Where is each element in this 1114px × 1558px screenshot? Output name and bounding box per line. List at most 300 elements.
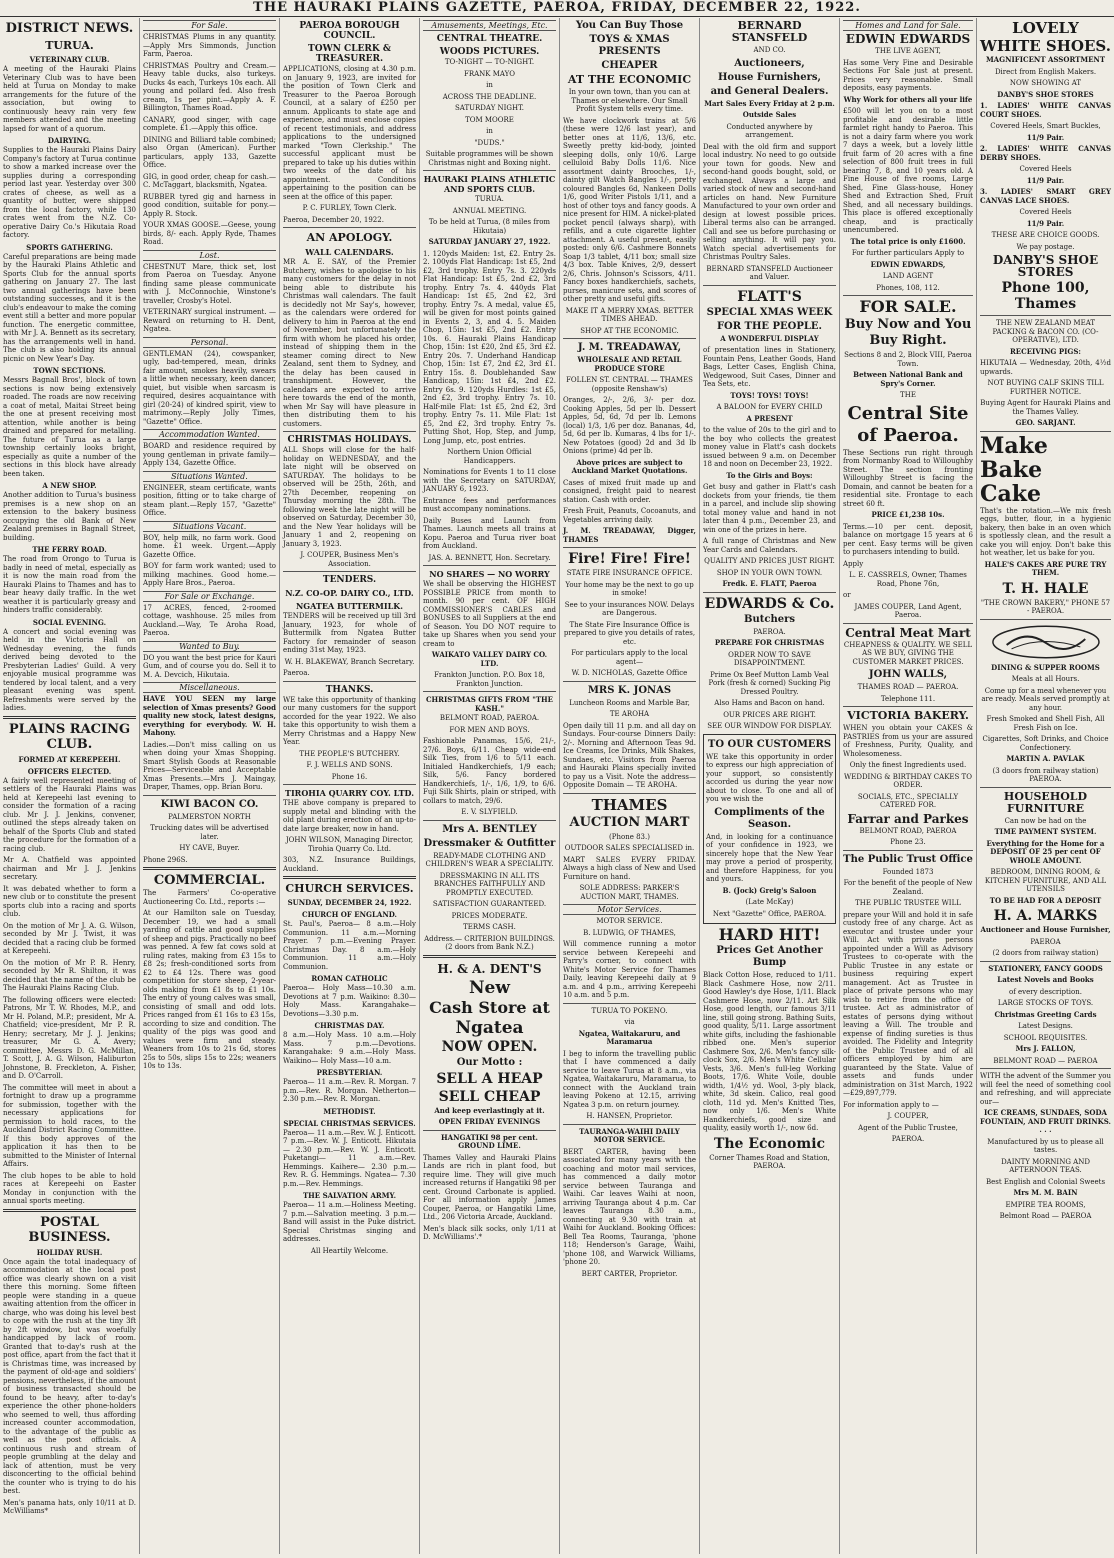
lime-heading: HANGATIKI 98 per cent. GROUND LIME. [441,1132,538,1150]
tauranga-paragraph: BERT CARTER, having been associated for many years with the coaching and motor mail services, has commenced a daily motor service between Tauranga and Waihi. Car leaves Waihi at noon, arriving Tauranga about 4 p.m. Car leaves Tauranga 8.30 a.m., connecting at 9.30 with train at Waihi for Auckland. Booking Offices: Bell Tea Rooms, Tauranga, 'phone 118; Henderson's Garage, Waihi, 'phone 108, and Warwick Williams, 'phone 20. [563,1147,696,1266]
shoe-price: 11/9 Pair. [1026,175,1065,185]
greig-late: (Late McKay) [745,898,794,906]
motto-line: SELL CHEAP [438,1088,541,1105]
officers-heading: OFFICERS ELECTED. [27,766,112,776]
commercial-heading: COMMERCIAL. [153,873,266,888]
central-site-heading: Central Site of Paeroa. [847,402,969,446]
trust-town: PAEROA. [891,1135,925,1143]
greig-address: Next "Gazette" Office, PAEROA. [712,909,827,918]
shoe-item: 2. LADIES' WHITE CANVAS DERBY SHOES. [980,144,1111,162]
stansfeld-name: BERNARD STANSFELD [731,19,808,44]
saturday-line: SATURDAY NIGHT. [455,104,524,112]
council-date: Paeroa, December 20, 1922. [283,215,384,224]
salvation-heading: THE SALVATION ARMY. [302,1191,397,1200]
economic-name: The Economic [713,1135,826,1152]
thanks-heading: THANKS. [325,684,374,695]
flatt-present: A PRESENT [746,413,793,423]
postal-paragraph: Once again the total inadequacy of accommodation at the local post office was clearly shown on a visit there this morning. Some fifteen people were standing in a queue awaiting attention from the officer in charge, who was doing his level best to cope with the rush at the tiny 3ft by 2ft window, but was woefully handicapped by lack of room. Granted that to-day's rush at the post office, apart from the fact that it is Christmas time, was increased by the payment of old-age and soldiers' pensions, nevertheless, if the amount of business transacted should be found to be heavy, after to-day's experience the other phone-holders who seemed to well, thus affording increased counter accommodation, to the advantage of the public as well as the post officials. A continuous rush and stream of people grumbling at the delay and lack of attention, must be very disconcerting to the official behind the counter who is trying to do his best. [3,1257,136,1495]
district-news-heading: DISTRICT NEWS. [5,21,134,36]
stansfeld-signature: BERNARD STANSFELD Auctioneer and Valuer. [706,264,833,281]
shoe-price: 11/9 Pair. [1026,132,1065,142]
social-paragraph: A concert and social evening was held in the Victoria Hall on Wednesday evening, the funds derived being devoted to the Presbyterian Ladies' Guild. A very enjoyable musical programme was tendered by local talent, and a very pleasant evening was spent. Refreshments were served by the ladies. [3,627,136,712]
sweets-line: Best English and Colonial Sweets [985,1177,1106,1186]
bentley-address: Address.— CRITERION BUILDINGS. (2 doors from Bank N.Z.) [424,934,555,951]
nominations-line: Nominations for Events 1 to 11 close with the Secretary on SATURDAY, JANUARY 6, 1923. [423,468,556,493]
postage-line: We pay postage. [1016,242,1075,251]
dent-open: NOW OPEN. [441,1038,538,1055]
fire-line: The State Fire Insurance Office is prepared to give you details of rates, etc. [563,620,696,646]
in-line: in [486,127,493,135]
stansfeld-trade: and General Dealers. [710,85,829,97]
shoe-price: 11/9 Pair. [1026,218,1065,228]
fire-agent: W. D. NICHOLAS, Gazette Office [571,669,688,677]
butchery-owner: F. J. WELLS AND SONS. [306,761,393,769]
dining-line: Cigarettes, Soft Drinks, and Choice Confectionery. [982,735,1109,752]
council-heading: PAEROA BOROUGH COUNCIL. [299,21,400,41]
designs-line: Latest Designs. [1018,1022,1073,1030]
danby-line: DANBY'S SHOE STORES [997,89,1094,99]
shoe-detail: Covered Heels, Smart Buckles, [990,122,1101,130]
flatt-name: FLATT'S [737,288,802,305]
gifts-audience: FOR MEN AND BOYS. [449,725,530,734]
bentley-name: Mrs A. BENTLEY [442,823,537,835]
ee-name: EDWIN EDWARDS [845,32,971,46]
flatt-toys: TOYS! TOYS! TOYS! [730,390,809,400]
dining-line: Fresh Smoked and Shell Fish, All Fresh Fish on Ice. [986,715,1105,732]
holidays-signature: J. COUPER, Business Men's Association. [300,551,399,568]
tonight-line: TO-NIGHT — TO-NIGHT. [444,58,535,66]
fire-heading: Fire! Fire! Fire! [568,551,691,567]
marks-address: (2 doors from railway station) [992,949,1099,957]
keep-line: And keep everlastingly at it. [434,1105,545,1115]
classified-ad: CANARY, good singer, with cage complete. £1.—Apply this office. [143,115,276,132]
dairying-paragraph: Supplies to the Hauraki Plains Dairy Company's factory at Turua continue to show a marked increase over the supplies during a corresponding period last year. Yesterday over 300 crates of cheese, as well as a quantity of butter, were shipped from the local factory, while 130 crates went from the N.Z. Co-operative Dairy Co.'s Hikutaia Road factory. [3,146,136,239]
fire-office: STATE FIRE INSURANCE OFFICE. [566,569,693,577]
site-agent: JAMES COUPER, Land Agent, Paeroa. [854,602,962,619]
kiwi-bacon-heading: KIWI BACON CO. [160,798,259,810]
star-name: TOM MOORE [465,115,514,124]
manu-line: Manufactured by us to please all tastes. [987,1137,1104,1154]
theatre-heading: CENTRAL THEATRE. [436,34,543,44]
quarry-paragraph: THE above company is prepared to supply metal and blinding with the old plant during erection of an up-to-date large breaker, now in hand. [283,799,416,833]
lost-header: Lost. [143,250,276,261]
cake-paragraph: That's the rotation.—We mix fresh eggs, butter, flour, in a hygienic bakery, then bake in an oven which is spotlessly clean, and the result a cake you will enjoy. Don't bake this hot weather, let us bake for you. [980,506,1111,557]
quarry-heading: TIROHIA QUARRY COY. LTD. [284,788,414,798]
jonas-name: MRS K. JONAS [587,684,672,696]
walls-phone: Telephone 111. [880,694,936,703]
farrar-address: BELMONT ROAD, PAEROA [859,826,957,835]
lost-ad: VETERINARY surgical instrument. — Reward on returning to H. Dent, Ngatea. [143,308,276,333]
entrance-line: Entrance fees and performances must accompany nominations. [423,496,556,513]
danby-phone: Phone 100, Thames [1001,280,1090,312]
kiwi-location: PALMERSTON NORTH [168,812,251,821]
buttermilk-heading: NGATEA BUTTERMILK. [295,601,404,611]
stansfeld-paragraph: Deal with the old firm and support local industry. No need to go outside your town for goods. New and second-hand goods bought, sold, or exchanged. Always a large and varied stock of new and second-hand articles on hand. New Furniture Manufactured to your own order and design at lowest possible prices. Liberal terms also can be arranged. Call and see us before purchasing or selling anything. It will pay you. Watch special advertisements for Christmas Poultry Sales. [703,142,836,261]
formed-heading: FORMED AT KEREPEEHI. [18,754,121,764]
shop-heading: A NEW SHOP. [42,481,97,490]
edwards-trade: Butchers [744,613,795,625]
site-owner: L. E. CASSRELS, Owner, Thames Road, Phone 76n, [849,571,967,588]
summer-paragraph: WITH the advent of the Summer you will feel the need of something cool and refreshing, and will appreciate our— [980,1072,1111,1106]
quarry-signature: JOHN WILSON, Managing Director, Tirohia Quarry Co. Ltd. [285,836,414,853]
presbyterian-heading: PRESBYTERIAN. [316,1068,383,1077]
site-price: PRICE £1,238 10s. [871,510,945,519]
shoe-item: 1. LADIES' WHITE CANVAS COURT SHOES. [980,101,1111,119]
flatt-paragraph: of presentation lines in Stationery, Fountain Pens, Leather Goods, Hand Bags, Letter Cases, English China, Wedgewood, Suit Cases, Dinner and Tea Sets, etc. [703,346,836,388]
economic-tagline: CHEAPER [601,60,658,71]
racing-paragraph: A fairly well represented meeting of settlers of the Hauraki Plains was held at Kerepeehi last evening to consider the formation of a racing club. Mr J. J. Jenkins, convener, outlined the steps already taken on behalf of the Sports Club and stated the procedure for the formation of a racing club. [3,776,136,853]
trust-benefit: For the benefit of the people of New Zealand. [843,879,973,896]
fallon-address: BELMONT ROAD — PAEROA [993,1056,1098,1065]
pavlak-address: (3 doors from railway station) PAEROA. [992,766,1099,783]
trust-agent: Agent of the Public Trustee, [858,1123,958,1132]
bentley-line: READY-MADE CLOTHING AND CHILDREN'S WEAR A SPECIALITY. [425,851,554,868]
transport-line: Daily Buses and Launch from Thames. Launch meets all trains at Kopu. Paeroa and Turua river boat from Auckland. [423,516,556,550]
for-sale-header: For Sale. [143,20,276,31]
methodist-services: Paeroa— 11 a.m.—Rev. W. J. Enticott. 7 p.m.—Rev. W. J. Enticott. Hikutaia— 2.30 p.m.—Rev. W. J. Enticott. Puketangi— 11 a.m.—Rev. Hemmings. Kaihere— 2.30 p.m.—Rev. R. G. Hemmings. Ngatea— 7.30 p.m.—Rev. Hemmings. [283,1128,416,1188]
stansfeld-outside: Outside Sales [742,110,797,119]
situations-wanted-header: Situations Wanted. [143,471,276,482]
commercial-paragraph: At our Hamilton sale on Tuesday, December 19, we had a small yarding of cattle and good supplies of sheep and pigs. Practically no beef was penned. A few fat cows sold at ruling rates, making from £3 15s to £8 2s; fresh-conditioned sorts from £2 to £4 12s. There was good competition for store sheep, 2-year-olds making from £1 8s to £1 10s. The entry of young calves was small, consisting of small and odd lots. Prices ranged from £1 16s to £3 15s, according to size and condition. The quality of the pigs was good and values were firm and steady. Weaners from 10s to 21s 6d, stores 25s to 50s, slips 15s to 22s; weaners 10s to 13s. [143,909,277,1070]
bentley-line: SATISFACTION GUARANTEED. [432,900,547,908]
gifts-address: BELMONT ROAD, PAEROA. [439,714,540,722]
calf-line: NOT BUYING CALF SKINS TILL FURTHER NOTICE. [987,379,1104,396]
tenders-place: Paeroa. [283,669,310,677]
fire-line: For particulars apply to the local agent— [571,649,688,666]
kiwi-buyer: HY CAVE, Buyer. [179,844,240,852]
racing-paragraph: On the motion of Mr P. R. Henry, seconded by Mr R. Shilton, it was decided that the name of the club be The Hauraki Plains Racing Club. [3,958,136,992]
furniture-line: BEDROOM, DINING ROOM, & KITCHEN FURNITURE, AND ALL UTENSILS [984,868,1107,893]
auction-mart-line: MART SALES EVERY FRIDAY. Always a high class of New and Used Furniture on hand. [563,855,696,881]
trust-heading: The Public Trust Office [843,853,973,865]
buy-heading: Buy Now and You Buy Right. [844,317,972,348]
marks-trade: Auctioneer and House Furnisher, [980,925,1111,934]
racing-paragraph: On the motion of Mr J. A. G. Wilson, seconded by Mr J. Twist, it was decided that a racing club be formed at Kerepeehi. [3,921,136,955]
athletic-signature: JAS. A. BENNETT, Hon. Secretary. [428,553,551,562]
athletic-events: 1. 120yds Maiden: 1st, £2. Entry 2s. 2. 100yds Flat Handicap: 1st £5, 2nd £2, 3rd trophy. Entry 7s. 3. 220yds Flat Handicap: 1st £5, 2nd £2, 3rd trophy. Entry 7s. 4. 440yds Flat Handicap: 1st £5, 2nd £2, 3rd trophy. Entry 7s. A medal, value £5, will be given for most points gained in Events 2, 3, and 4. 5. Maiden Chop, 15in: 1st £5, 2nd £2. Entry 10s. 6. Hauraki Plains Handicap Chop, 15in: 1st £20, 2nd £5, 3rd £2. Entry 20s. 7. Underhand Handicap Chop, 15in: 1st £7, 2nd £2, 3rd £1. Entry 15s. 8. Doublehanded Saw Handicap, 15in: 1st £4, 2nd £2. Entry 6s. 9. 120yds Hurdles: 1st £5, 2nd £2, 3rd trophy. Entry 7s. 10. Half-mile Flat: 1st £5, 2nd £2, 3rd trophy. Entry 7s. 11. Mile Flat: 1st £5, 2nd £2, 3rd trophy. Entry 7s. Putting Shot, Hop, Step, and Jump, Long Jump, etc, post entries. [423,249,556,445]
pavlak-name: MARTIN A. PAVLAK [1006,754,1085,763]
thanks-paragraph: WE take this opportunity of thanking our many customers for the support accorded for the year 1922. We also take this opportunity to wish them a Merry Christmas and a Happy New Year. [283,695,416,746]
meat-mart-heading: Central Meat Mart [845,625,971,640]
lost-ad: CHESTNUT Mare, thick set, lost from Paeroa on Tuesday. Anyone finding same please communicate with J. McConnochie, Winstone's traveller, Crosby's Hotel. [143,262,276,305]
flatt-balloon: A BALOON for EVERY CHILD [716,403,823,411]
farm-paragraph: £500 will let you on to a most profitable and desirable little farmlet right handy to Paeroa. This is not a dairy farm where you work 7 days a week, but a lovely little fruit farm of 20 acres with a fine selection of 800 fruit trees in full bearing 7, 8, and 10 years old. A Fine House of five rooms, Large Shed, Fine Glass-house, Honey Shed and Extraction Shed, Fruit Shed, and all necessary buildings. This place is offered exceptionally cheap, and is practically unencumbered. [843,107,973,234]
commercial-intro: The Farmers' Co-operative Auctioneering Co. Ltd., reports :— [143,889,276,906]
athletic-heading: HAURAKI PLAINS ATHLETIC AND SPORTS CLUB. [423,174,556,194]
shoe-detail: Covered Heels [1019,208,1072,216]
customers-box [703,734,836,925]
salvation-services: Paeroa— 11 a.m.—Holiness Meeting. 7 p.m.—Salvation meeting. 3 p.m.—Band will assist in the Puke district. Special Christmas singing and addresses. [283,1201,416,1243]
personal-ad: GENTLEMAN (24), cowspanker, ugly, bad-tempered, mean, drinks fair amount, smokes heavily, swears a little when necessary, keen dancer, quiet, but visible when sarcasm is required, desires acquaintance with girl (20-24) of kindred spirit, view to matrimony.—Reply Jolly Times, "Gazette" Office. [143,349,276,426]
accommodation-ad: BOARD and residence required by young gentleman in private family—Apply 134, Gazette Office. [143,442,276,467]
teas-line: DAINTY MORNING AND AFTERNOON TEAS. [1001,1157,1090,1174]
stationery-heading: STATIONERY, FANCY GOODS [988,963,1103,973]
racing-heading: PLAINS RACING CLUB. [8,721,131,752]
column-2 [140,18,280,1554]
pokeno-via: via [624,1018,635,1026]
toys-line: LARGE STOCKS OF TOYS. [997,999,1094,1007]
marks-name: H. A. MARKS [993,908,1098,924]
auction-address: SOLE ADDRESS: PARKER'S AUCTION MART, THAMES. [579,884,680,901]
no-shares-heading: NO SHARES — NO WORRY [429,569,550,579]
trust-will: THE PUBLIC TRUSTEE WILL [855,899,961,907]
danby-heading: DANBY'S SHOE STORES [992,253,1099,279]
classified-ad: YOUR XMAS GOOSE.—Geese, young birds, 8/- each. Apply Ryde, Thames Road. [143,221,276,246]
church-date: SUNDAY, DECEMBER 24, 1922. [287,898,412,907]
jonas-rooms: Luncheon Rooms and Marble Bar, [569,698,690,707]
apology-paragraph: MR A. E. SAY, of the Premier Butchery, wishes to apologise to his many customers for the delay in not being able to distribute his Christmas wall calendars. The fault is decidedly not Mr Say's, however, as the calendars were ordered for delivery to him in Paeroa at the end of November, but unfortunately the firm with whom he placed his order, instead of shipping them in the steamer coming direct to New Zealand, sent them to Sydney, and the delay has been caused in transhipment. However, the calendars are expected to arrive here towards the end of the month, when Mr Say will have pleasure in then distributing them to his customers. [283,258,416,428]
athletic-meeting: ANNUAL MEETING. [452,206,527,215]
flatt-signature: Fredk. E. FLATT, Paeroa [722,579,817,588]
thames-heading: THAMES [591,795,668,814]
column-6 [700,18,840,1554]
ee-agent: THE LIVE AGENT, [875,47,941,55]
fallon-name: Mrs J. FALLON, [1015,1044,1076,1053]
apology-heading: AN APOLOGY. [306,231,393,244]
dent-location: Ngatea [455,1017,524,1038]
the-line: THE [900,391,916,399]
situations-vacant-ad: BOY, help milk, no farm work. Good home. £1 week. Urgent.—Apply Gazette Office. [143,533,276,559]
handicappers-line: Northern Union Official Handicappers. [447,448,532,465]
misc-ad: HAVE YOU SEEN my large selection of Xmas presents? Good quality new stock, latest designs, everything for everybody. W. H. Mahony. [143,694,276,737]
greig-name: B. (Jock) Greig's Saloon [722,885,817,895]
racing-paragraph: The club hopes to be able to hold races at Kerepeehi on Easter Monday in conjunction with the annual sports meeting. [3,1171,136,1205]
stansfeld-co: AND CO. [753,46,786,54]
racing-paragraph: Mr A. Chatfield was appointed chairman and Mr J. J. Jenkins secretary. [3,856,136,881]
film-title: ACROSS THE DEADLINE. [442,92,537,101]
socks-note: Men's black silk socks, only 1/11 at D. McWilliams'.* [423,1224,556,1241]
misc-ad: Ladies.—Don't miss calling on us when doing your Xmas Shopping. Smart Stylish Goods at Reasonable Prices—Serviceable and Acceptable Xmas Presents.—Mrs J. Maingay, Draper, Thames, opp. Brian Boru. [143,740,276,791]
stansfeld-mart: Mart Sales Every Friday at 2 p.m. [704,98,835,108]
holidays-heading: CHRISTMAS HOLIDAYS. [287,435,412,445]
council-paragraph: APPLICATIONS, closing at 4.30 p.m. on January 9, 1923, are invited for the position of Town Clerk and Treasurer to the Paeroa Borough Council, at a salary of £250 per annum. Applicants to state age and experience, and must enclose copies of recent testimonials, and address applications to the undersigned marked "Town Clerkship." The successful applicant must be prepared to take up his duties within two weeks of the date of his appointment. Conditions appertaining to the position can be seen at the office of this paper. [283,65,416,201]
dent-new: New [469,977,510,998]
treadaway-name: J. M. TREADAWAY, [577,342,682,353]
dining-sign-icon [987,623,1105,661]
tenders-paragraph: TENDERS will be received up till 3rd January, 1923, for whole of Buttermilk from Ngatea Butter Factory for remainder of season ending 31st May, 1923. [283,612,416,654]
motor-header: Motor Services. [563,904,696,915]
economic-tagline: You Can Buy Those [575,20,684,31]
stansfeld-conducted: Conducted anywhere by arrangement. [726,122,813,139]
social-heading: SOCIAL EVENING. [32,617,107,627]
nzco-heading: N.Z. CO-OP. DAIRY CO., LTD. [285,588,414,598]
furniture-line: Everything for the Home for a DEPOSIT OF 25 per cent OF WHOLE AMOUNT. [986,838,1105,865]
economic-tagline: AT THE ECONOMIC [567,73,692,86]
bake-heading: Bake [980,456,1043,483]
shoe-item: 3. LADIES' SMART GREY CANVAS LACE SHOES. [980,187,1111,205]
special-services-heading: SPECIAL CHRISTMAS SERVICES. [283,1118,416,1128]
make-heading: Make [980,432,1048,459]
treadaway-store: WHOLESALE AND RETAIL PRODUCE STORE [577,355,682,373]
racing-paragraph: It was debated whether to form a new club or to constitute the present sports club into a racing and sports club. [3,884,136,918]
exchange-ad: 17 ACRES, fenced, 2-roomed cottage, washhouse. 25 miles from Auckland.—Way, Te Aroha Road, Paeroa. [143,603,276,637]
no-shares-paragraph: We shall be observing the HIGHEST POSSIBLE PRICE from month to month. 90 per cent. OF HIGH COMMISSIONER'S CABLES and BONUSES to all Suppliers at the end of Season. You DO NOT require to take up Shares when you send your cream to [423,580,556,648]
bentley-line: TERMS CASH. [463,923,516,931]
kiwi-paragraph: Trucking dates will be advertised later. [150,824,269,841]
waikato-address: Frankton Junction. P.O. Box 18, Frankton Junction. [434,671,545,688]
flatt-girls-paragraph: Get busy and gather in Flatt's cash dockets from your friends, tie them in a parcel, and include slip showing total money value and hand in not later than 4 p.m., December 23, and win one of the prizes in here. [703,483,836,534]
ee-further: For further particulars Apply to [851,249,965,257]
ee-land: LAND AGENT [882,272,934,280]
sections-line: Sections 8 and 2, Block VIII, Paeroa Town. [844,351,972,368]
flatt-quality: QUALITY AND PRICES JUST RIGHT. [704,557,835,565]
in-line: in [486,81,493,89]
novels-line: of every description. [1009,987,1082,996]
economic-shop: SHOP AT THE ECONOMIC. [580,326,679,335]
hale-line: HALE'S CAKES ARE PURE TRY THEM. [984,559,1107,577]
programmes-note: Suitable programmes will be shown Christmas night and Boxing night. [425,150,554,167]
ferry-heading: THE FERRY ROAD. [32,545,107,554]
ee-paragraph: Has some Very Fine and Desirable Sections For Sale just at present. Prices very reasonable. Small deposits, easy payments. [843,58,973,92]
walls-address: THAMES ROAD — PAEROA. [857,683,959,691]
dining-meals: Meals at all Hours. [1011,675,1080,683]
shoe-detail: Covered Heels [1019,165,1072,173]
gifts-heading: CHRISTMAS GIFTS FROM "THE KASH." [425,695,553,713]
dairying-heading: DAIRYING. [47,136,92,145]
treadaway-address: FOLLEN ST. CENTRAL — THAMES (opposite Renshaw's) [566,376,693,393]
town-paragraph: Messrs Bagnall Bros', block of town sections is now being extensively roaded. The roads are now receiving a coat of metal, Maitai Street being the one at present receiving most attention, while another is being drained and prepared for metalling. The future of Turua as a large township certainly looks bright, especially as quite a number of the sections in this block have already been taken. [3,376,136,478]
situations-wanted-ad: ENGINEER, steam certificate, wants position, fitting or to take charge of steam plant.—Reply 157, "Gazette" Office. [143,483,276,517]
bump-heading: Prices Get Another Bump [716,945,823,968]
flatt-girls: To the Girls and Boys: [726,470,813,480]
ee-name-2: EDWIN EDWARDS, [870,259,946,269]
bain-rooms: EMPIRE TEA ROOMS, [1005,1200,1086,1209]
ee-phones: Phones, 108, 112. [876,283,940,292]
shop-paragraph: Another addition to Turua's business premises is a new shop on an extension to the bakery business occupying the old Bank of New Zealand premises in Bagnall Street, building. [3,491,136,542]
trust-founded: Founded 1873 [882,867,934,876]
farrar-name: Farrar and Parkes [847,811,969,826]
bakery-line: Only the finest Ingredients used. [849,761,967,769]
economic-tagline: TOYS & XMAS PRESENTS [589,34,670,57]
christmas-day-services: 8 a.m.—Holy Mass. 10 a.m.—Holy Mass. 7 p.m.—Devotions. Karangahake: 9 a.m.—Holy Mass. Waikino— Holy Mass—10 a.m. [283,1031,416,1065]
coe-heading: CHURCH OF ENGLAND. [302,910,397,919]
hard-hit-heading: HARD HIT! [718,925,821,944]
edwards-window: SEE OUR WINDOW FOR DISPLAY. [707,722,832,730]
council-signature: P. C. FURLEY, Town Clerk. [302,204,397,212]
turua-heading: TURUA. [45,39,94,52]
pokeno-signature: H. HANSEN, Proprietor. [586,1112,673,1120]
economic-intro: In your own town, than you can at Thames or elsewhere. Our Small Profit System tells every time. [568,88,691,113]
choice-line: THESE ARE CHOICE GOODS. [991,231,1100,239]
assortment-line: MAGNIFICENT ASSORTMENT [985,55,1106,64]
rc-services: Paeroa— Holy Mass—10.30 a.m. Devotions at 7 p.m. Waikino: 8.30—Holy Mass. Karangahake— Devotions—3.30 p.m. [283,984,416,1018]
exchange-header: For Sale or Exchange. [143,591,276,602]
dining-heading: DINING & SUPPER ROOMS [991,662,1100,672]
athletic-date: SATURDAY JANUARY 27, 1922. [428,237,551,246]
dent-store: Cash Store at [429,997,550,1017]
hale-bakery: "THE CROWN BAKERY," PHONE 57 - PAEROA. [980,598,1111,615]
flatt-shop: SHOP IN YOUR OWN TOWN. [716,568,823,577]
amusements-header: Amusements, Meetings, Etc. [423,20,556,31]
pictures-heading: WOODS PICTURES. [439,47,540,57]
bain-name: Mrs M. M. BAIN [1013,1188,1078,1197]
wanted-buy-header: Wanted to Buy. [143,641,276,652]
showing-line: NOW SHOWING AT [1009,79,1082,87]
customers-paragraph: WE take this opportunity in order to express our high appreciation of your support, so consistently accorded us during the year now about to close. To one and all of you we wish the [706,752,833,803]
marks-town: PAEROA [1030,937,1061,946]
site-or: or [843,591,851,599]
stansfeld-trade: House Furnishers, [717,71,822,83]
dent-name: H. & A. DENT'S [437,961,542,976]
ludwig-paragraph: Will commence running a motor service between Kerepeehi and Parry's corner, to connect with White's Motor Service for Thames Daily, leaving Kerepeehi daily at 9 a.m. and 4 p.m., arriving Kerepeehi 10 a.m. and 5 p.m. [563,940,696,999]
vet-paragraph: A meeting of the Hauraki Plains Veterinary Club was to have been held at Turua on Monday to make arrangements for the future of the association, but owing to continuously heavy rain very few members attended and the meeting lapsed for want of a quorum. [3,65,136,133]
bakery-line: SOCIALS, ETC., SPECIALLY CATERED FOR. [857,792,959,809]
site-apply: Apply [843,559,864,568]
furniture-line: TO BE HAD FOR A DEPOSIT [989,895,1102,905]
dining-line: Come up for a meal whenever you are ready. Meals served promptly at any hour. [981,686,1110,712]
footer-note: Men's panama hats, only 10/11 at D. McWilliams* [3,1498,136,1515]
holidays-paragraph: ALL Shops will close for the half-holiday on WEDNESDAY, and the late night will be observed on SATURDAY. The holidays to be observed will be 25th, 26th, and 27th December, reopening on Thursday morning the 28th. The following week the late night will be observed on Saturday, December 30, and the New Year holidays will be January 1 and 2, reopening on January 3, 1923. [283,446,416,548]
film-title: "DUDS." [474,138,505,147]
postal-heading: POSTAL BUSINESS. [28,1214,111,1245]
bakery-paragraph: WHEN you obtain your CAKES & PASTRIES from us your are assured of Freshness, Purity, Quality, and Wholesomeness. [843,724,973,758]
between-line: Between National Bank and Spry's Corner. [853,370,963,388]
jonas-town: TE AROHA [609,710,650,718]
ferry-paragraph: The road from Orongo to Turua is badly in need of metal, especially as it is now the main road from the Hauraki Plains to Thames and has to bear heavy daily traffic. In the wet weather it is particularly greasy and hinders traffic considerably. [3,555,136,614]
flatt-range: A full range of Christmas and New Year Cards and Calendars. [703,537,836,554]
edwards-ham: Also Hams and Bacon on hand. [714,699,825,707]
open-line: OPEN FRIDAY EVENINGS [438,1117,541,1126]
classified-ad: DINING and Billiard table combined; also Organ (American). Further particulars, apply 133, Gazette Office. [143,135,276,169]
wanted-buy-ad: DO you want the best price for Kauri Gum, and of course you do. Sell it to M. A. Devcich, Hikutaia. [143,653,276,679]
site-paragraph: These Sections run right through from Normanby Road to Willoughby Street. The section fronting Willoughby Street is facing the Domain, and cannot be beaten for a residential site. Frontage to each street 60 ft. [843,448,973,508]
total-price: The total price is only £1600. [850,236,966,246]
fire-line: Your home may be the next to go up in smoke! [565,580,694,597]
treadaway-prices: Oranges, 2/-, 2/6, 3/- per doz. Cooking Apples, 5d per lb. Dessert Apples, 5d, 6d, 7d per lb. Lemons (local) 1/3, 1/6 per doz. Bananas, 4d, 5d, 6d per lb. Kumaras, 4 lbs for 1/-. New Potatoes (good) 2d and 3d lb Onions (prime) 4d per lb. [563,396,696,455]
economic-paragraph: We have clockwork trains at 5/6 (these were 12/6 last year), and better ones at 11/6, 13/6, etc. Sweetly pretty kid-body, jointed sleeping dolls, only 10/6. Large celluloid Baby Dolls 11/6. Nice assortment dainty Brooches, 1/-, dainty gilt Watch Bangles 1/-, pretty coloured Bangles 6d, Nankeen Dolls 1/6, good Writer Pistols 1/11, and a host of other toys and fancy goods. A nice present for HIM. A nickel-plated pocket pencil (always sharp), with refills, and a cute cigarette lighter attachment. A useful present, easily posted: only 6/6. Cashmere Bonnets Soap 1/3 tablet, 4/11 box; small size 4/3 box. Table Knives, 2/9, dessert 2/6, Chris. Johnson's Scissors, 4/11. Fancy boxes handkerchiefs, sachets, purses, manicure sets, and scores of other pretty and useful gifts. [563,116,696,303]
rc-heading: ROMAN CATHOLIC [311,974,388,983]
economic-address: Corner Thames Road and Station, PAEROA. [709,1153,830,1170]
flatt-present-paragraph: to the value of 20s to the girl and to the boy who collects the greatest money value in Flatt's cash dockets issued between 9 a.m. on December 18 and noon on December 23, 1922. [703,426,836,468]
flatt-display: A WONDERFUL DISPLAY [720,333,819,343]
pokeno-paragraph: I beg to inform the travelling public that I have commenced a daily service to leave Turua at 8 a.m., via Ngatea, Waitakaruru, Maramarua, to connect with the Auckland train leaving Pokeno at 12.15, arriving Ngatea 3 p.m. on return journey. [563,1049,696,1109]
trust-paragraph: prepare your Will and hold it in safe custody free of any charge. Act as executor and trustee under your Will. Act with private persons appointed under a Will as Advisory Trustees to co-operate with the Public Trustee in any estate or business requiring expert management. Act as Trustee in place of private persons who may wish to retire from the office of trustee. Act as administrator of estates of persons dying without leaving a Will. The trouble and expense of finding sureties is thus avoided. The Fidelity and Integrity of the Public Trustee and of all officers employed by him are guaranteed by the State. Value of assets and funds under administration on 31st March, 1922—£29,897,779. [843,910,973,1097]
bentley-line: DRESSMAKING IN ALL ITS BRANCHES FAITHFULLY AND PROMPTLY EXECUTED. [433,871,546,897]
sarjant-name: GEO. SARJANT. [1015,418,1076,427]
auction-phone: (Phone 83.) [609,832,650,841]
classified-ad: GIG, in good order, cheap for cash.—C. McTaggart, blacksmith, Ngatea. [143,172,276,189]
column-4 [420,18,560,1554]
rush-heading: HOLIDAY RUSH. [36,1247,103,1257]
accommodation-header: Accommodation Wanted. [143,429,276,440]
motto-line: SELL A HEAP [436,1070,543,1087]
farrar-phone: Phone 23. [890,838,926,846]
pigs-line: HIKUTAIA — Wednesday, 20th, 4½d upwards. [980,359,1111,376]
edwards-order: ORDER NOW TO SAVE DISAPPOINTMENT. [728,650,811,667]
hard-hit-paragraph: Black Cotton Hose, reduced to 1/11. Black Cashmere Hose, now 2/11. Good Hawley's dye Hose, 1/11. Black Cashmere Hose, now 2/11. Art Silk Hose, good length, our famous 3/11 line, still going strong. Bathing Suits, good quality, 5/11. Large assortment white gifts, including the fashionable ribbed one. Men's superior Cashmere Sox, 2/6. Men's fancy silk-clock Sox, 2/6. Men's White Cellular Vests, 3/6. Men's full-leg Working Boots, 17/6. White Voile, double width, 1/4½ yd. Wool, 3-ply black, white, 3d skein. Calico, real good cloth, 11d yd. Men's Knitted Ties, now only 1/6. Men's White Handkerchiefs, good size and quality, easily worth 1/-, now 6d. [703,971,836,1132]
tauranga-signature: BERT CARTER, Proprietor. [581,1269,678,1278]
coe-services: St. Paul's, Paeroa— 8 a.m.—Holy Communion. 11 a.m.—Morning Prayer. 7 p.m.—Evening Prayer. Christmas Day. 8 a.m.—Holy Communion. 11 a.m.—Holy Communion. [283,920,416,971]
lovely-heading: LOVELY [1012,19,1079,37]
agent-line: Buying Agent for Hauraki Plains and the Thames Valley. [980,399,1111,416]
church-heading: CHURCH SERVICES. [285,882,414,895]
christmas-day-heading: CHRISTMAS DAY. [314,1021,385,1030]
for-sale-heading: FOR SALE. [859,297,957,316]
pigs-heading: RECEIVING PIGS: [1009,346,1081,356]
compliments-heading: Compliments of the Season. [714,806,825,830]
butchery-phone: Phone 16. [331,772,368,781]
meat-mart-paragraph: CHEAPNESS & QUALITY. WE SELL AS WE BUY, GIVING THE CUSTOMER MARKET PRICES. [843,640,973,666]
sports-heading: SPORTS GATHERING. [26,242,113,252]
cake-heading: Cake [980,480,1042,507]
classified-ad: CHRISTMAS Plums in any quantity.—Apply Mrs Simmonds, Junction Farm, Paeroa. [143,33,276,58]
motor-service-heading: MOTOR SERVICE. [596,917,663,925]
bentley-line: PRICES MODERATE. [451,911,528,920]
trust-agent: J. COUPER, [887,1112,929,1120]
customers-paragraph: And, in looking for a continuance of your confidence in 1923, we sincerely hope that the New Year may prove a period of prosperity, and therefore Happiness, for you and yours. [706,832,833,883]
column-8 [977,18,1114,1554]
walls-name: JOHN WALLS, [868,669,948,680]
